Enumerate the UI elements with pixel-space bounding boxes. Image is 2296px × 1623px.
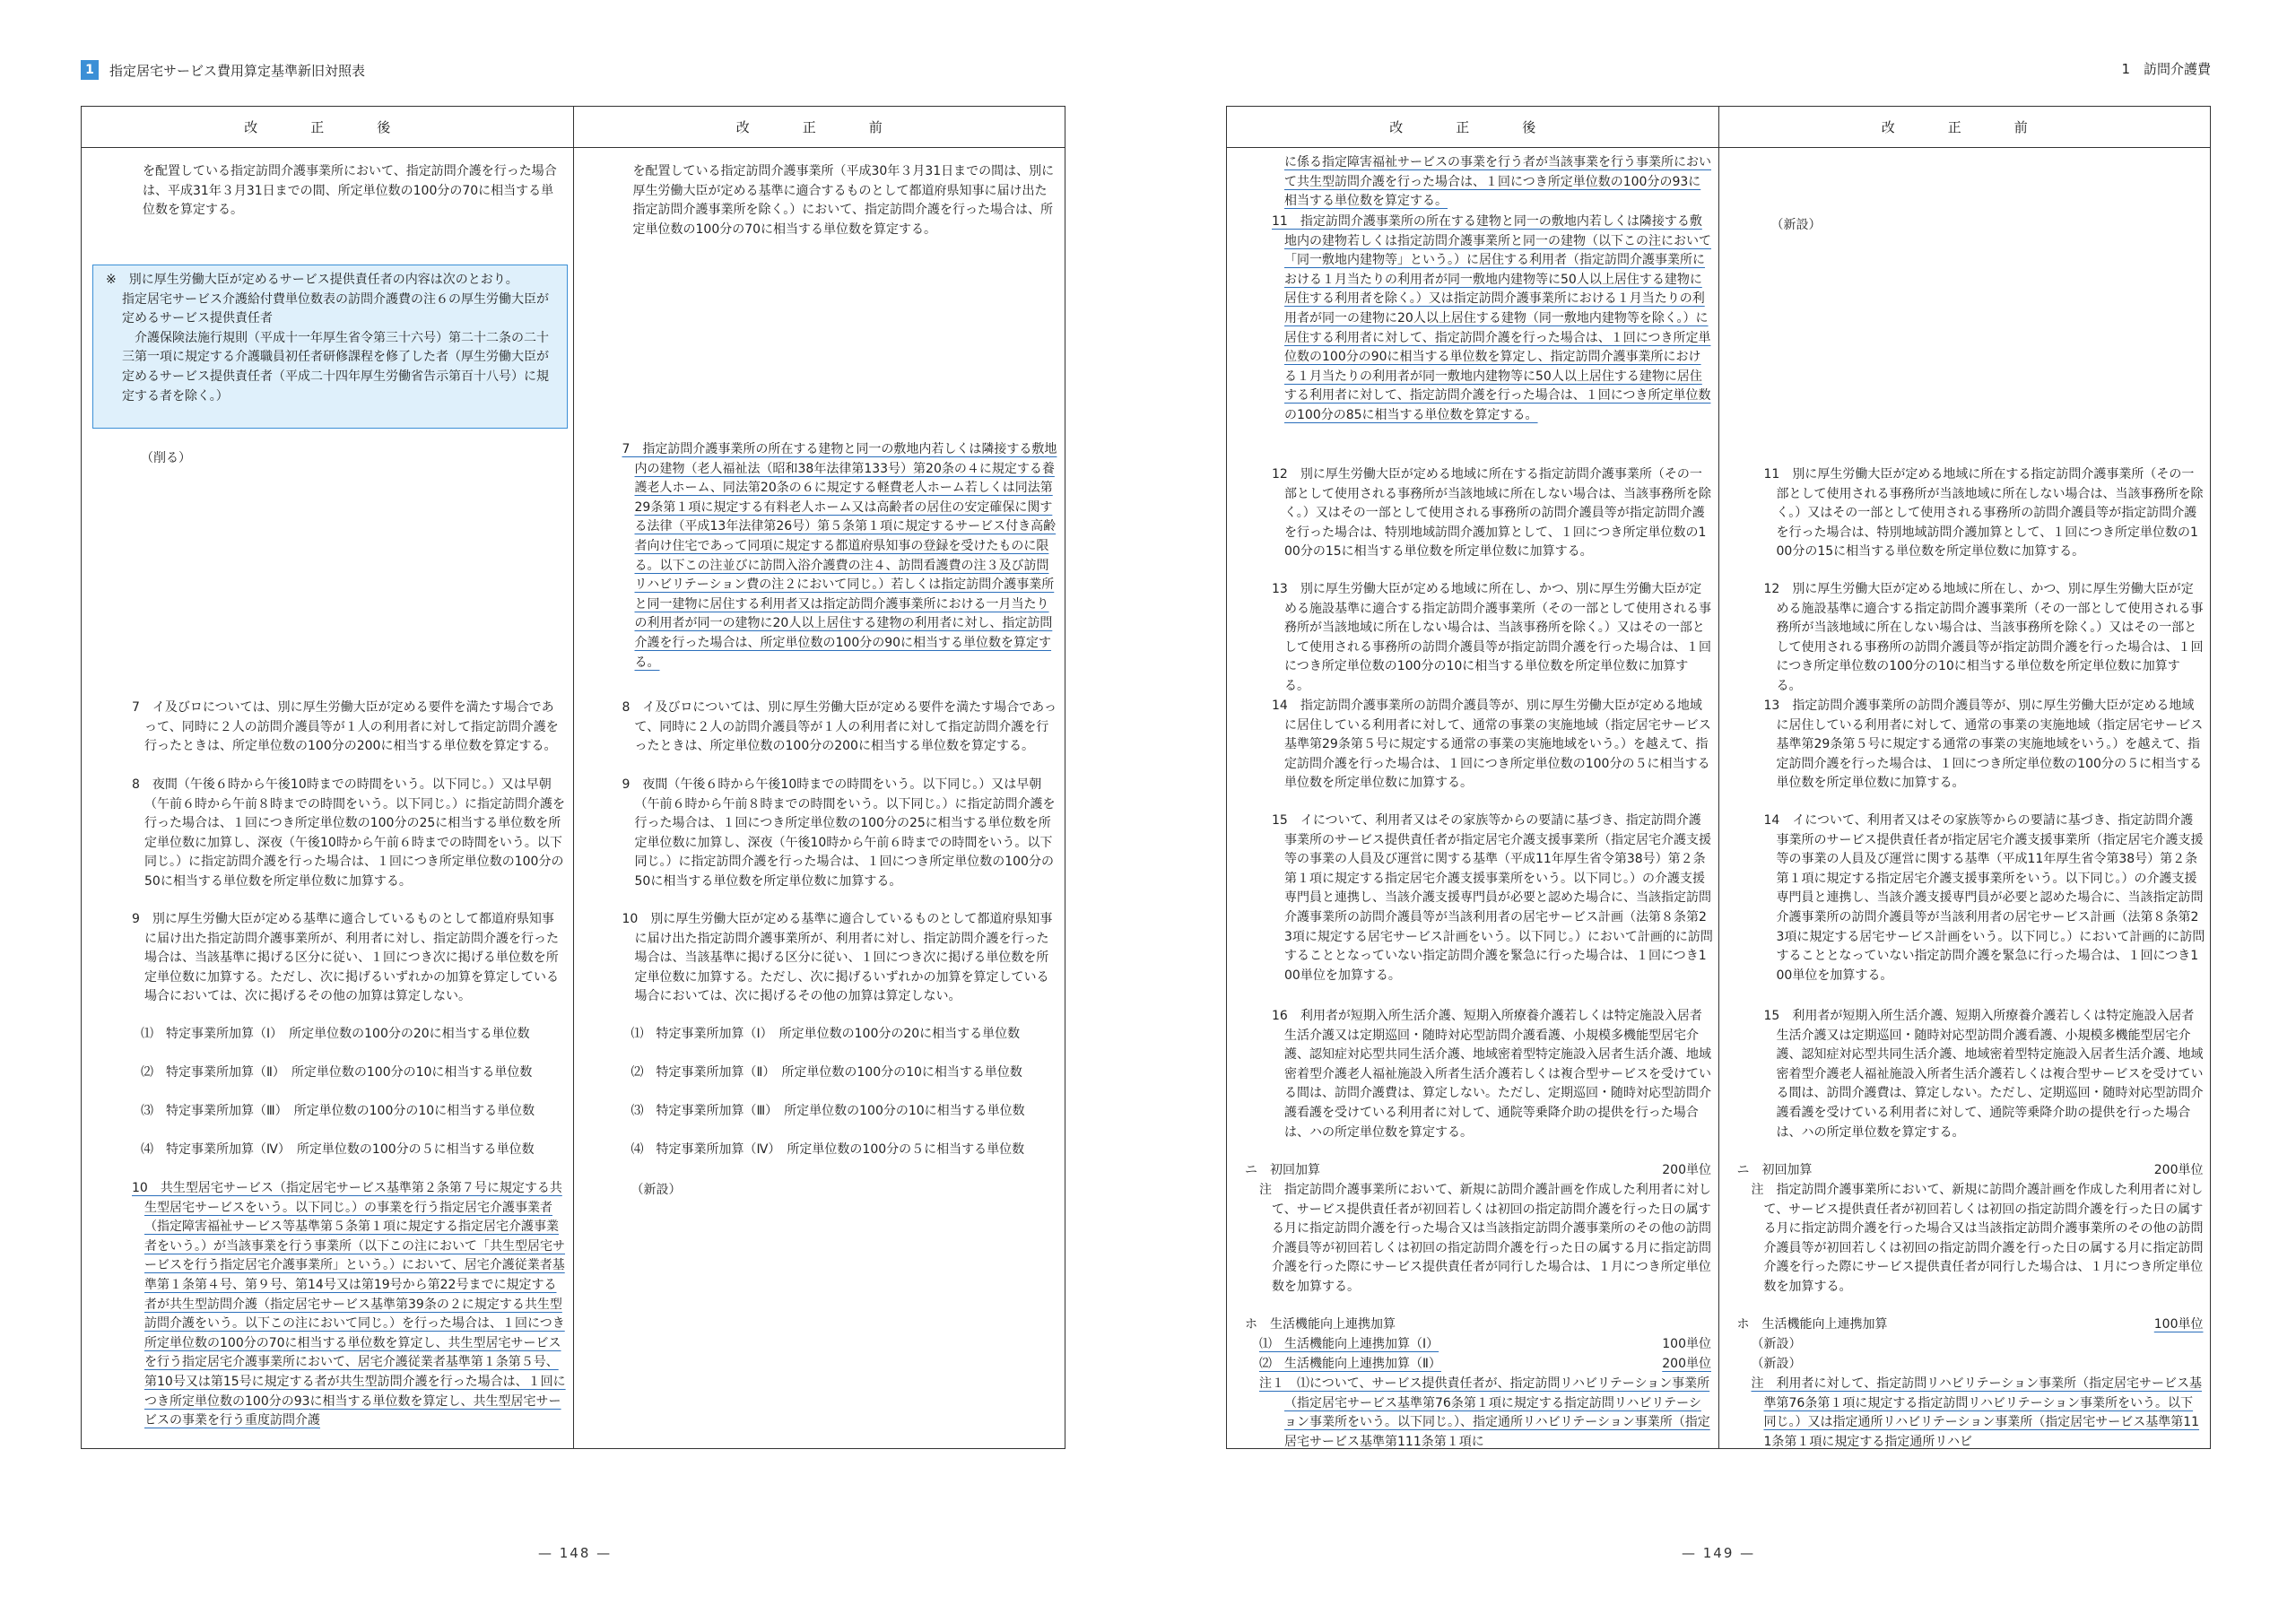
document-title: 指定居宅サービス費用算定基準新旧対照表 [109, 62, 366, 79]
paragraph-9: 9 夜間（午後６時から午後10時までの時間をいう。以下同じ。）又は早朝（午前６時から午前８時までの時間をいう。以下同じ。）に指定訪問介護を行った場合は、１回につき所定単位数の100分の25に相当する単位数を所定単位数に加算し、深夜（午後10時から午前６時までの時間をいう。以下同じ。）に指定訪問介護を行った場合は、１回につき所定単位数の100分の50に相当する単位数を所定単位数に加算する。 [622, 777, 1056, 889]
section-ho-units: 100単位 [2153, 1317, 2204, 1332]
running-header-right: 1 訪問介護費 [2121, 61, 2211, 77]
section-ho-title: ホ 生活機能向上連携加算 [1245, 1317, 1396, 1332]
paragraph: を配置している指定訪問介護事業所において、指定訪問介護を行った場合は、平成31年３月31日までの間、所定単位数の100分の70に相当する単位数を算定する。 [143, 164, 557, 218]
paragraph: に係る指定障害福祉サービスの事業を行う者が当該事業を行う事業所において共生型訪問介護を行った場合は、１回につき所定単位数の100分の93に相当する単位数を算定する。 [1284, 155, 1711, 209]
paragraph-11: 11 指定訪問介護事業所の所在する建物と同一の敷地内若しくは隣接する敷地内の建物若しくは指定訪問介護事業所と同一の建物（以下この注において「同一敷地内建物等」という。）に居住する利用者（指定訪問介護事業所における１月当たりの利用者が同一敷地内建物等に50人以上居住する建物に居住する利用者を除く。）又は指定訪問介護事業所における１月当たりの利用者が同一の建物に20人以上居住する建物（同一敷地内建物等を除く。）に居住する利用者に対して、指定訪問介護を行った場合は、１回につき所定単位数の100分の90に相当する単位数を算定し、指定訪問介護事業所における１月当たりの利用者が同一敷地内建物等に50人以上居住する建物に居住する利用者に対して、指定訪問介護を行った場合は、１回につき所定単位数の100分の85に相当する単位数を算定する。 [1272, 214, 1711, 422]
paragraph-8: 8 夜間（午後６時から午後10時までの時間をいう。以下同じ。）又は早朝（午前６時から午前８時までの時間をいう。以下同じ。）に指定訪問介護を行った場合は、１回につき所定単位数の100分の25に相当する単位数を所定単位数に加算し、深夜（午後10時から午前６時までの時間をいう。以下同じ。）に指定訪問介護を行った場合は、１回につき所定単位数の100分の50に相当する単位数を所定単位数に加算する。 [132, 777, 565, 889]
paragraph: を配置している指定訪問介護事業所（平成30年３月31日までの間は、別に厚生労働大臣が定める基準に適合するものとして都道府県知事に届け出た指定訪問介護事業所を除く。）において、指定訪問介護を行った場合は、所定単位数の100分の70に相当する単位数を算定する。 [632, 164, 1055, 237]
sub-item: ⑷ 特定事業所加算（Ⅳ） 所定単位数の100分の５に相当する単位数 [631, 1142, 1025, 1157]
comparison-table-page-149 [1226, 106, 2211, 1449]
chapter-number-badge: 1 [81, 60, 99, 80]
section-ni-title: ニ 初回加算 [1736, 1163, 1813, 1177]
sub-item: ⑶ 特定事業所加算（Ⅲ） 所定単位数の100分の10に相当する単位数 [141, 1104, 535, 1118]
paragraph-11: 11 別に厚生労働大臣が定める地域に所在する指定訪問介護事業所（その一部として使用される事務所が当該地域に所在しない場合は、当該事務所を除く。）又はその一部として使用される事務所の訪問介護員等が指定訪問介護を行った場合は、特別地域訪問介護加算として、１回につき所定単位数の100分の15に相当する単位数を所定単位数に加算する。 [1763, 467, 2204, 560]
paragraph-13: 13 指定訪問介護事業所の訪問介護員等が、別に厚生労働大臣が定める地域に居住している利用者に対して、通常の事業の実施地域（指定居宅サービス基準第29条第５号に規定する通常の事業の実施地域をいう。）を越えて、指定訪問介護を行った場合は、１回につき所定単位数の100分の５に相当する単位数を所定単位数に加算する。 [1763, 699, 2204, 791]
column-before [1718, 148, 2211, 1448]
paragraph-7: 7 指定訪問介護事業所の所在する建物と同一の敷地内若しくは隣接する敷地内の建物（老人福祉法（昭和38年法律第133号）第20条の４に規定する養護老人ホーム、同法第20条の６に規定する軽費老人ホーム若しくは同法第29条第１項に規定する有料老人ホーム又は高齢者の居住の安定確保に関する法律（平成13年法律第26号）第５条第１項に規定するサービス付き高齢者向け住宅であって同項に規定する都道府県知事の登録を受けたものに限る。以下この注並びに訪問入浴介護費の注４、訪問看護費の注３及び訪問リハビリテーション費の注２において同じ。）若しくは指定訪問介護事業所と同一建物に居住する利用者又は指定訪問介護事業所における一月当たりの利用者が同一の建物に20人以上居住する建物の利用者に対し、指定訪問介護を行った場合は、所定単位数の100分の90に相当する単位数を算定する。 [622, 442, 1057, 670]
sub-item: ⑴ 特定事業所加算（Ⅰ） 所定単位数の100分の20に相当する単位数 [141, 1027, 530, 1041]
sub-item: ⑴ 生活機能向上連携加算（Ⅰ） [1259, 1337, 1439, 1351]
paragraph-10: 10 共生型居宅サービス（指定居宅サービス基準第２条第７号に規定する共生型居宅サービスをいう。以下同じ。）の事業を行う指定居宅介護事業者（指定障害福祉サービス等基準第５条第１項に規定する指定居宅介護事業者をいう。）が当該事業を行う事業所（以下この注において「共生型居宅サービスを行う指定居宅介護事業所」という。）において、居宅介護従業者基準第１条第４号、第９号、第14号又は第19号から第22号までに規定する者が共生型訪問介護（指定居宅サービス基準第39条の２に規定する共生型訪問介護をいう。以下この注において同じ。）を行った場合は、１回につき所定単位数の100分の70に相当する単位数を算定し、共生型居宅サービスを行う指定居宅介護事業所において、居宅介護従業者基準第１条第５号、第10号又は第15号に規定する者が共生型訪問介護を行った場合は、１回につき所定単位数の100分の93に相当する単位数を算定し、共生型居宅サービスの事業を行う重度訪問介護 [132, 1181, 566, 1428]
sub-item: ⑵ 特定事業所加算（Ⅱ） 所定単位数の100分の10に相当する単位数 [631, 1065, 1022, 1080]
new-marker: （新設） [1751, 1357, 1802, 1371]
paragraph-12: 12 別に厚生労働大臣が定める地域に所在し、かつ、別に厚生労働大臣が定める施設基準に適合する指定訪問介護事業所（その一部として使用される事務所が当該地域に所在しない場合は、当該事務所を除く。）又はその一部として使用される事務所の訪問介護員等が指定訪問介護を行った場合は、１回につき所定単位数の100分の10に相当する単位数を所定単位数に加算する。 [1763, 582, 2204, 693]
page-number-148: — 148 — [538, 1545, 613, 1561]
table-header [82, 107, 1065, 148]
paragraph-13: 13 別に厚生労働大臣が定める地域に所在し、かつ、別に厚生労働大臣が定める施設基準に適合する指定訪問介護事業所（その一部として使用される事務所が当該地域に所在しない場合は、当該事務所を除く。）又はその一部として使用される事務所の訪問介護員等が指定訪問介護を行った場合は、１回につき所定単位数の100分の10に相当する単位数を所定単位数に加算する。 [1272, 582, 1711, 693]
section-ni-note: 注 指定訪問介護事業所において、新規に訪問介護計画を作成した利用者に対して、サービス提供責任者が初回若しくは初回の指定訪問介護を行った日の属する月に指定訪問介護を行った場合又は当該指定訪問介護事業所のその他の訪問介護員等が初回若しくは初回の指定訪問介護を行った日の属する月に指定訪問介護を行った際にサービス提供責任者が同行した場合は、１月につき所定単位数を加算する。 [1259, 1183, 1711, 1294]
running-header-left [81, 59, 365, 81]
section-ho-note: 注 利用者に対して、指定訪問リハビリテーション事業所（指定居宅サービス基準第76条第１項に規定する指定訪問リハビリテーション事業所をいう。以下同じ。）又は指定通所リハビリテーション事業所（指定居宅サービス基準第111条第１項に規定する指定通所リハビ [1751, 1376, 2202, 1448]
table-header [1227, 107, 2210, 148]
column-after [82, 148, 573, 1448]
page-number-149: — 149 — [1682, 1545, 1756, 1561]
paragraph-9: 9 別に厚生労働大臣が定める基準に適合しているものとして都道府県知事に届け出た指定訪問介護事業所が、利用者に対し、指定訪問介護を行った場合は、当該基準に掲げる区分に従い、１回につき次に掲げる単位数を所定単位数に加算する。ただし、次に掲げるいずれかの加算を算定している場合においては、次に掲げるその他の加算は算定しない。 [132, 912, 559, 1004]
sub-item: ⑵ 特定事業所加算（Ⅱ） 所定単位数の100分の10に相当する単位数 [141, 1065, 533, 1080]
paragraph-8: 8 イ及びロについては、別に厚生労働大臣が定める要件を満たす場合であって、同時に２人の訪問介護員等が１人の利用者に対して指定訪問介護を行ったときは、所定単位数の100分の200に相当する単位数を算定する。 [622, 700, 1057, 754]
new-marker: （新設） [1770, 218, 1822, 232]
note-body: 指定居宅サービス介護給付費単位数表の訪問介護費の注６の厚生労働大臣が定めるサービス提供責任者 [122, 291, 549, 326]
sub-item: ⑴ 特定事業所加算（Ⅰ） 所定単位数の100分の20に相当する単位数 [631, 1027, 1021, 1041]
column-header-before: 改 正 前 [1718, 107, 2211, 147]
note-box [92, 265, 568, 429]
note-title: ※ 別に厚生労働大臣が定めるサービス提供責任者の内容は次のとおり。 [106, 273, 518, 287]
new-marker: （新設） [631, 1183, 682, 1197]
note-body: 介護保険法施行規則（平成十一年厚生省令第三十六号）第二十二条の二十三第一項に規定する介護職員初任者研修課程を修了した者（厚生労働大臣が定めるサービス提供責任者（平成二十四年厚生労働省告示第百十八号）に規定する者を除く。） [122, 330, 549, 404]
sub-item: ⑶ 特定事業所加算（Ⅲ） 所定単位数の100分の10に相当する単位数 [631, 1104, 1025, 1118]
section-ni-units: 200単位 [2153, 1163, 2204, 1177]
paragraph-14: 14 指定訪問介護事業所の訪問介護員等が、別に厚生労働大臣が定める地域に居住している利用者に対して、通常の事業の実施地域（指定居宅サービス基準第29条第５号に規定する通常の事業の実施地域をいう。）を越えて、指定訪問介護を行った場合は、１回につき所定単位数の100分の５に相当する単位数を所定単位数に加算する。 [1272, 699, 1711, 791]
section-ho-title: ホ 生活機能向上連携加算 [1736, 1317, 1888, 1332]
sub-item-units: 100単位 [1662, 1337, 1711, 1351]
column-header-after: 改 正 後 [244, 119, 411, 135]
column-header-before: 改 正 前 [573, 107, 1065, 147]
sub-item: ⑷ 特定事業所加算（Ⅳ） 所定単位数の100分の５に相当する単位数 [141, 1142, 535, 1157]
section-ni-units: 200単位 [1662, 1163, 1711, 1177]
column-after [1227, 148, 1718, 1448]
paragraph-14: 14 イについて、利用者又はその家族等からの要請に基づき、指定訪問介護事業所のサービス提供責任者が指定居宅介護支援事業所（指定居宅介護支援等の事業の人員及び運営に関する基準（平成11年厚生省令第38号）第２条第１項に規定する指定居宅介護支援事業所をいう。以下同じ。）の介護支援専門員と連携し、当該介護支援専門員が必要と認めた場合に、当該指定訪問介護事業所の訪問介護員等が当該利用者の居宅サービス計画（法第８条第23項に規定する居宅サービス計画をいう。以下同じ。）において計画的に訪問することとなっていない指定訪問介護を緊急に行った場合は、１回につき100単位を加算する。 [1763, 813, 2205, 983]
sub-item: ⑵ 生活機能向上連携加算（Ⅱ） [1259, 1357, 1441, 1371]
deleted-marker: （削る） [141, 451, 191, 465]
paragraph-12: 12 別に厚生労働大臣が定める地域に所在する指定訪問介護事業所（その一部として使用される事務所が当該地域に所在しない場合は、当該事務所を除く。）又はその一部として使用される事務所の訪問介護員等が指定訪問介護を行った場合は、特別地域訪問介護加算として、１回につき所定単位数の100分の15に相当する単位数を所定単位数に加算する。 [1272, 467, 1711, 560]
sub-item-units: 200単位 [1662, 1357, 1711, 1371]
paragraph-15: 15 イについて、利用者又はその家族等からの要請に基づき、指定訪問介護事業所のサービス提供責任者が指定居宅介護支援事業所（指定居宅介護支援等の事業の人員及び運営に関する基準（平成11年厚生省令第38号）第２条第１項に規定する指定居宅介護支援事業所をいう。以下同じ。）の介護支援専門員と連携し、当該介護支援専門員が必要と認めた場合に、当該指定訪問介護事業所の訪問介護員等が当該利用者の居宅サービス計画（法第８条第23項に規定する居宅サービス計画をいう。以下同じ。）において計画的に訪問することとなっていない指定訪問介護を緊急に行った場合は、１回につき100単位を加算する。 [1272, 813, 1713, 983]
section-ni-note: 注 指定訪問介護事業所において、新規に訪問介護計画を作成した利用者に対して、サービス提供責任者が初回若しくは初回の指定訪問介護を行った日の属する月に指定訪問介護を行った場合又は当該指定訪問介護事業所のその他の訪問介護員等が初回若しくは初回の指定訪問介護を行った日の属する月に指定訪問介護を行った際にサービス提供責任者が同行した場合は、１月につき所定単位数を加算する。 [1751, 1183, 2204, 1294]
section-ni-title: ニ 初回加算 [1245, 1163, 1320, 1177]
column-before [573, 148, 1065, 1448]
new-marker: （新設） [1751, 1337, 1802, 1351]
column-header-after: 改 正 後 [1389, 119, 1556, 135]
comparison-table-page-148 [81, 106, 1065, 1449]
section-ho-note: 注１ ⑴について、サービス提供責任者が、指定訪問リハビリテーション事業所（指定居宅サービス基準第76条第１項に規定する指定訪問リハビリテーション事業所をいう。以下同じ。）、指定通所リハビリテーション事業所（指定居宅サービス基準第111条第１項に [1259, 1376, 1710, 1448]
paragraph-7: 7 イ及びロについては、別に厚生労働大臣が定める要件を満たす場合であって、同時に２人の訪問介護員等が１人の利用者に対して指定訪問介護を行ったときは、所定単位数の100分の200に相当する単位数を算定する。 [132, 700, 559, 754]
paragraph-10: 10 別に厚生労働大臣が定める基準に適合しているものとして都道府県知事に届け出た指定訪問介護事業所が、利用者に対し、指定訪問介護を行った場合は、当該基準に掲げる区分に従い、１回につき次に掲げる単位数を所定単位数に加算する。ただし、次に掲げるいずれかの加算を算定している場合においては、次に掲げるその他の加算は算定しない。 [622, 912, 1053, 1004]
paragraph-15: 15 利用者が短期入所生活介護、短期入所療養介護若しくは特定施設入居者生活介護又は定期巡回・随時対応型訪問介護看護、小規模多機能型居宅介護、認知症対応型共同生活介護、地域密着型特定施設入居者生活介護、地域密着型介護老人福祉施設入所者生活介護若しくは複合型サービスを受けている間は、訪問介護費は、算定しない。ただし、定期巡回・随時対応型訪問介護看護を受けている利用者に対して、通院等乗降介助の提供を行った場合は、ハの所定単位数を算定する。 [1763, 1009, 2204, 1140]
paragraph-16: 16 利用者が短期入所生活介護、短期入所療養介護若しくは特定施設入居者生活介護又は定期巡回・随時対応型訪問介護看護、小規模多機能型居宅介護、認知症対応型共同生活介護、地域密着型特定施設入居者生活介護、地域密着型介護老人福祉施設入所者生活介護若しくは複合型サービスを受けている間は、訪問介護費は、算定しない。ただし、定期巡回・随時対応型訪問介護看護を受けている利用者に対して、通院等乗降介助の提供を行った場合は、ハの所定単位数を算定する。 [1272, 1009, 1711, 1140]
